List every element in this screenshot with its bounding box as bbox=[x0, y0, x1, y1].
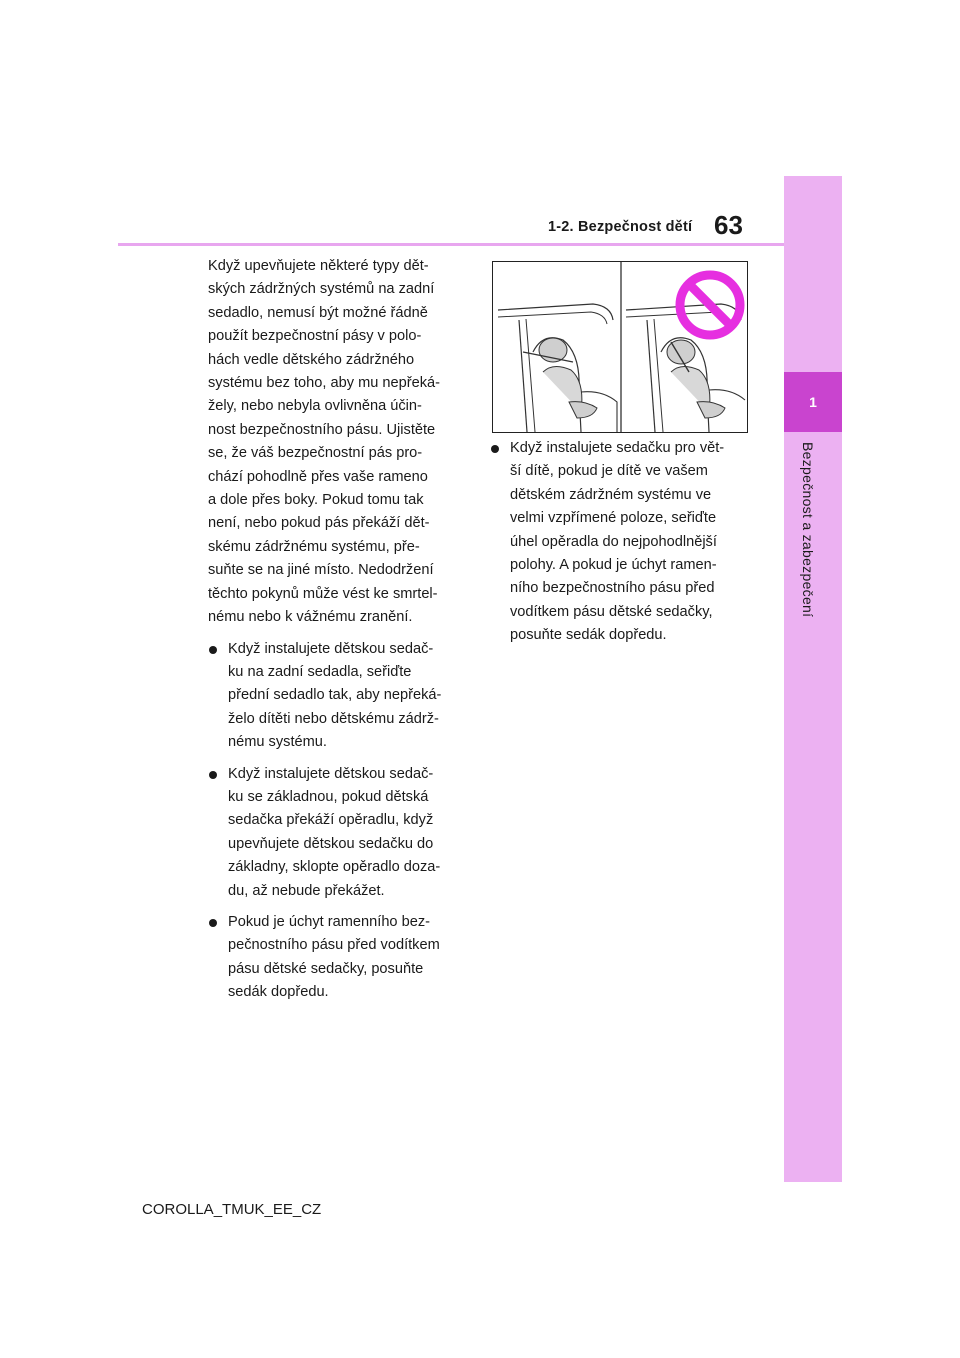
paragraph-line: chází pohodlně přes vaše rameno bbox=[208, 468, 428, 485]
bullet-line: vodítkem pásu dětské sedačky, bbox=[510, 603, 713, 620]
section-title: 1-2. Bezpečnost dětí bbox=[548, 219, 693, 235]
bullet-line: du, až nebude překážet. bbox=[228, 882, 385, 899]
bullet-line: Pokud je úchyt ramenního bez- bbox=[228, 913, 430, 930]
bullet-dot-icon bbox=[209, 771, 217, 779]
paragraph-line: nost bezpečnostního pásu. Ujistěte bbox=[208, 421, 436, 438]
bullet-item-older-child bbox=[490, 437, 760, 648]
bullet-line: přední sedadlo tak, aby nepřeká- bbox=[228, 687, 442, 704]
paragraph-line: těchto pokynů může vést ke smrtel- bbox=[208, 585, 438, 602]
bullet-line: sedačka překáží opěradlu, když bbox=[228, 812, 434, 829]
chapter-side-tab bbox=[784, 176, 842, 1182]
bullet-line: pečnostního pásu před vodítkem bbox=[228, 937, 440, 954]
bullet-line: velmi vzpřímené poloze, seřiďte bbox=[510, 510, 717, 527]
right-column bbox=[490, 437, 760, 648]
bullet-line: pásu dětské sedačky, posuňte bbox=[228, 960, 424, 977]
paragraph-line: není, nebo pokud pás překáží dět- bbox=[208, 515, 430, 532]
bullet-line: Když instalujete sedačku pro vět- bbox=[510, 440, 725, 456]
paragraph-line: žely, nebo nebyla ovlivněna účin- bbox=[208, 398, 422, 415]
bullet-line: ního bezpečnostního pásu před bbox=[510, 580, 715, 597]
paragraph-line: použít bezpečnostní pásy v polo- bbox=[208, 328, 422, 345]
paragraph-line: se, že váš bezpečnostní pás pro- bbox=[208, 445, 423, 462]
bullet-line: sedák dopředu. bbox=[228, 984, 329, 1001]
chapter-number-box[interactable] bbox=[784, 372, 842, 432]
child-seat-illustration bbox=[492, 261, 748, 433]
intro-paragraph bbox=[208, 255, 474, 630]
paragraph-line: skému zádržnému systému, pře- bbox=[208, 538, 420, 555]
bullet-line: dětském zádržném systému ve bbox=[510, 486, 712, 503]
bullet-line: polohy. A pokud je úchyt ramen- bbox=[510, 557, 717, 574]
bullet-line: ší dítě, pokud je dítě ve vašem bbox=[510, 463, 708, 480]
bullet-item-shoulder-belt bbox=[208, 911, 474, 1005]
page-number: 63 bbox=[714, 210, 743, 240]
bullet-dot-icon bbox=[491, 445, 499, 453]
prohibition-icon bbox=[674, 269, 746, 341]
paragraph-line: Když upevňujete některé typy dět- bbox=[208, 258, 429, 274]
bullet-line: ku na zadní sedadla, seřiďte bbox=[228, 663, 412, 680]
header-rule bbox=[118, 243, 784, 246]
footer-document-code: COROLLA_TMUK_EE_CZ bbox=[142, 1201, 322, 1218]
chapter-number: 1 bbox=[809, 394, 817, 410]
paragraph-line: ských zádržných systémů na zadní bbox=[208, 281, 435, 298]
chapter-label: Bezpečnost a zabezpečení bbox=[800, 442, 816, 618]
bullet-item-front-seat bbox=[208, 638, 474, 755]
paragraph-line: hách vedle dětského zádržného bbox=[208, 351, 415, 368]
bullet-line: úhel opěradla do nejpohodlnější bbox=[510, 533, 717, 550]
bullet-line: posuňte sedák dopředu. bbox=[510, 627, 667, 644]
bullet-line: Když instalujete dětskou sedač- bbox=[228, 765, 434, 782]
bullet-line: nému systému. bbox=[228, 734, 327, 751]
paragraph-line: a dole přes boky. Pokud tomu tak bbox=[208, 492, 424, 509]
bullet-item-base bbox=[208, 763, 474, 903]
bullet-line: ku se základnou, pokud dětská bbox=[228, 788, 429, 805]
paragraph-line: suňte se na jiné místo. Nedodržení bbox=[208, 562, 434, 579]
paragraph-line: systému bez toho, aby mu nepřeká- bbox=[208, 375, 440, 392]
paragraph-line: sedadlo, nemusí být možné řádně bbox=[208, 304, 428, 321]
bullet-line: Když instalujete dětskou sedač- bbox=[228, 640, 434, 657]
paragraph-line: nému nebo k vážnému zranění. bbox=[208, 609, 413, 626]
bullet-dot-icon bbox=[209, 646, 217, 654]
bullet-line: základny, sklopte opěradlo doza- bbox=[228, 859, 441, 876]
bullet-line: želo dítěti nebo dětskému zádrž- bbox=[228, 710, 439, 727]
left-column bbox=[208, 255, 474, 1005]
bullet-dot-icon bbox=[209, 919, 217, 927]
bullet-line: upevňujete dětskou sedačku do bbox=[228, 835, 434, 852]
